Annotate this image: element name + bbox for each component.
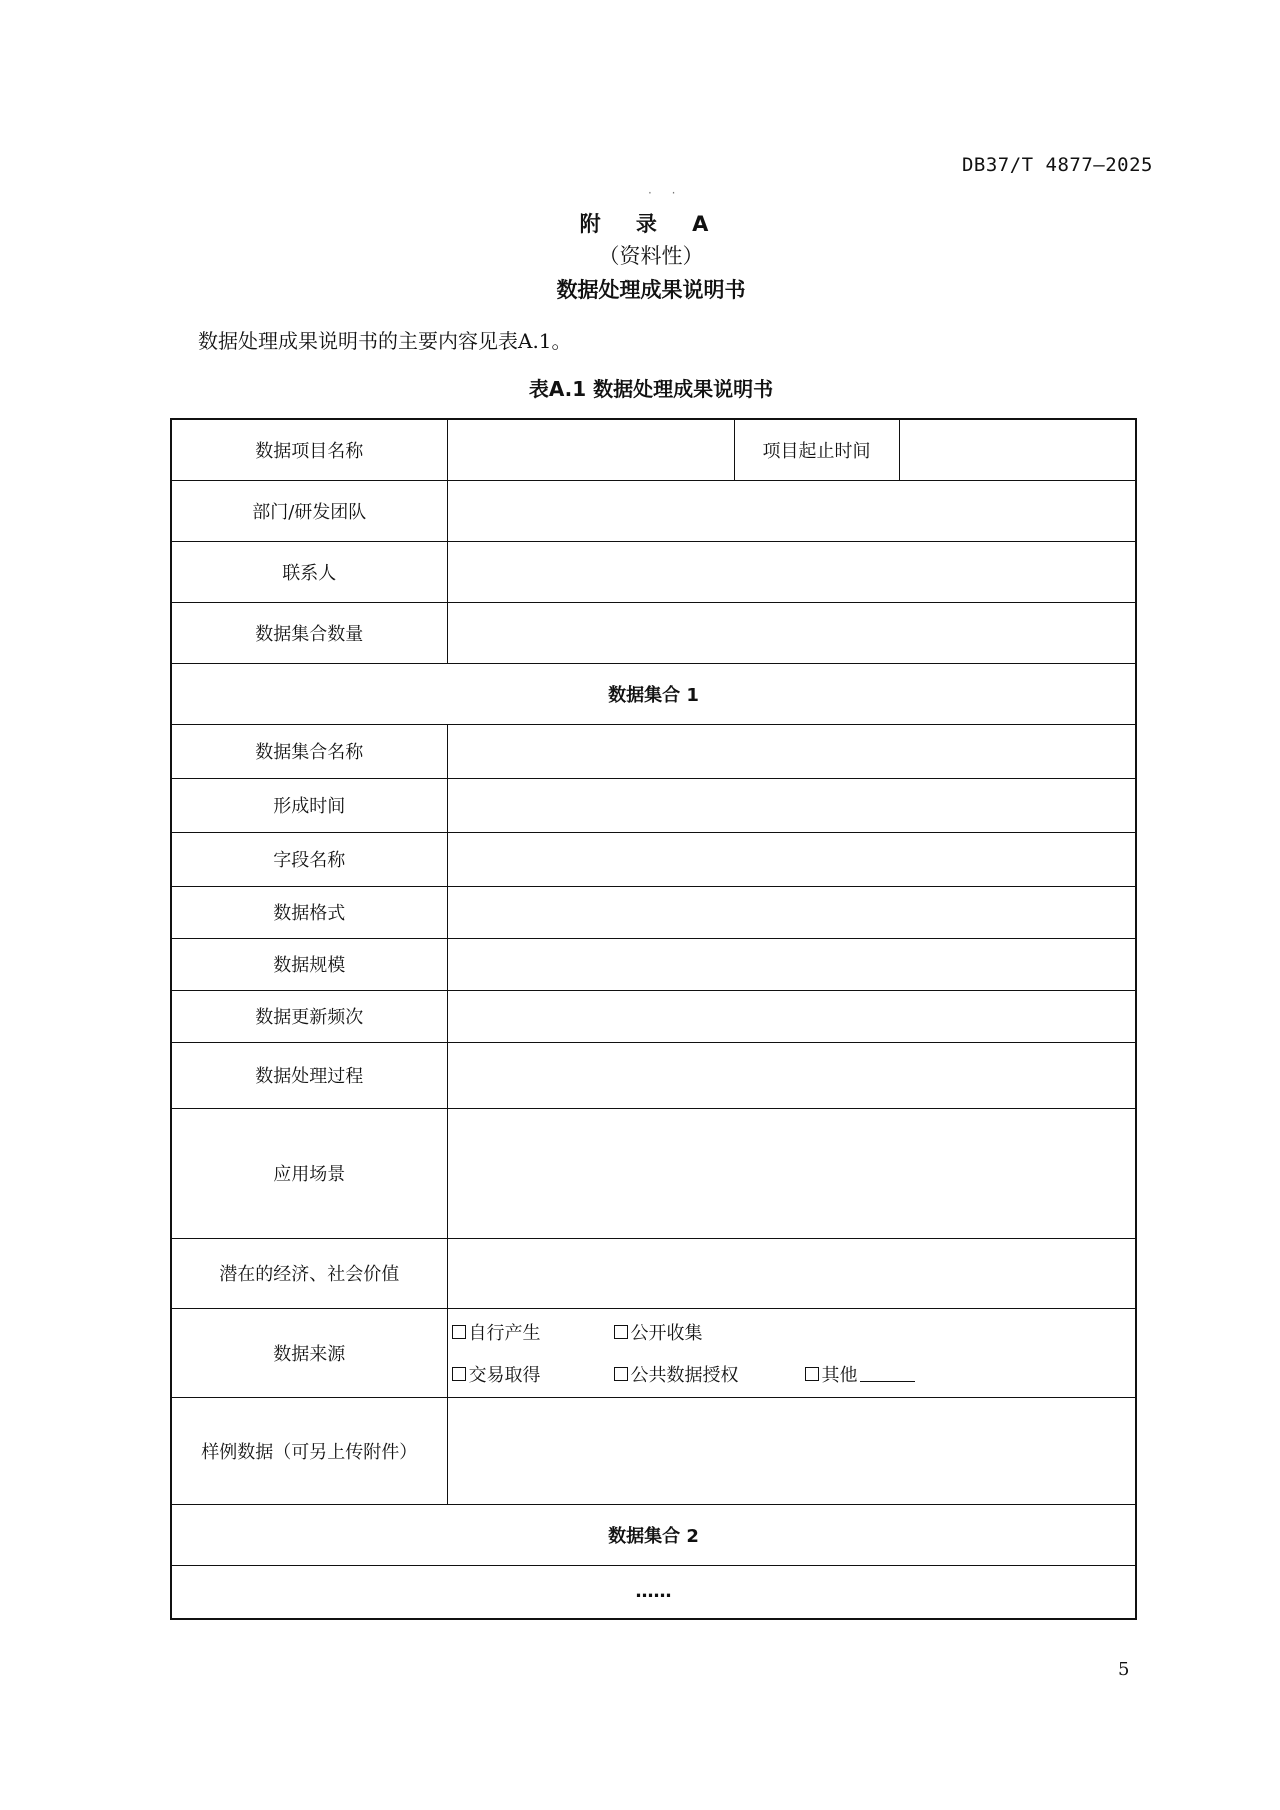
checkbox-icon[interactable] bbox=[452, 1367, 466, 1381]
data-format-label: 数据格式 bbox=[171, 886, 447, 938]
dataset-2-header: 数据集合 2 bbox=[171, 1504, 1136, 1565]
ellipsis-row: …… bbox=[171, 1565, 1136, 1619]
dataset-name-value[interactable] bbox=[447, 724, 1136, 778]
checkbox-icon[interactable] bbox=[452, 1325, 466, 1339]
document-code: DB37/T 4877—2025 bbox=[961, 154, 1153, 176]
team-label: 部门/研发团队 bbox=[171, 480, 447, 541]
table-row bbox=[171, 663, 1136, 724]
option-transaction[interactable] bbox=[452, 1361, 614, 1387]
appendix-type: （资料性） bbox=[598, 244, 704, 268]
update-frequency-value[interactable] bbox=[447, 990, 1136, 1042]
table-row bbox=[171, 938, 1136, 990]
project-name-value[interactable] bbox=[447, 419, 734, 480]
processing-value[interactable] bbox=[447, 1042, 1136, 1108]
project-time-label: 项目起止时间 bbox=[734, 419, 899, 480]
created-time-label: 形成时间 bbox=[171, 778, 447, 832]
option-label: 公共数据授权 bbox=[630, 1364, 739, 1386]
sample-data-value[interactable] bbox=[447, 1397, 1136, 1504]
field-names-value[interactable] bbox=[447, 832, 1136, 886]
update-frequency-label: 数据更新频次 bbox=[171, 990, 447, 1042]
table-row bbox=[171, 832, 1136, 886]
created-time-value[interactable] bbox=[447, 778, 1136, 832]
dataset-count-value[interactable] bbox=[447, 602, 1136, 663]
option-label: 其他 bbox=[821, 1364, 858, 1386]
project-time-value[interactable] bbox=[899, 419, 1136, 480]
dataset-count-label: 数据集合数量 bbox=[171, 602, 447, 663]
other-blank-line[interactable] bbox=[860, 1365, 915, 1382]
source-label: 数据来源 bbox=[171, 1308, 447, 1397]
table-row bbox=[171, 1042, 1136, 1108]
page-number: 5 bbox=[1118, 1659, 1130, 1680]
table-row bbox=[171, 1308, 1136, 1397]
option-label: 公开收集 bbox=[630, 1322, 703, 1344]
option-other[interactable] bbox=[805, 1361, 915, 1387]
table-row bbox=[171, 1397, 1136, 1504]
contact-value[interactable] bbox=[447, 541, 1136, 602]
option-public-authorization[interactable] bbox=[614, 1361, 805, 1387]
contact-label: 联系人 bbox=[171, 541, 447, 602]
value-label: 潜在的经济、社会价值 bbox=[171, 1238, 447, 1308]
processing-label: 数据处理过程 bbox=[171, 1042, 447, 1108]
dataset-1-header: 数据集合 1 bbox=[171, 663, 1136, 724]
table-row bbox=[171, 1108, 1136, 1238]
appendix-title: 附 录 A bbox=[579, 212, 723, 236]
scenarios-value[interactable] bbox=[447, 1108, 1136, 1238]
table-row bbox=[171, 990, 1136, 1042]
option-label: 自行产生 bbox=[468, 1322, 541, 1344]
table-row bbox=[171, 778, 1136, 832]
checkbox-icon[interactable] bbox=[614, 1367, 628, 1381]
table-row bbox=[171, 724, 1136, 778]
checkbox-icon[interactable] bbox=[805, 1367, 819, 1381]
dataset-name-label: 数据集合名称 bbox=[171, 724, 447, 778]
table-row bbox=[171, 1565, 1136, 1619]
table-row bbox=[171, 480, 1136, 541]
appendix-name: 数据处理成果说明书 bbox=[556, 278, 746, 302]
value-value[interactable] bbox=[447, 1238, 1136, 1308]
option-self-generated[interactable] bbox=[452, 1319, 614, 1345]
specification-table bbox=[170, 418, 1137, 1620]
table-row bbox=[171, 419, 1136, 480]
data-scale-value[interactable] bbox=[447, 938, 1136, 990]
decorative-dots: · · bbox=[648, 186, 684, 200]
option-public-collection[interactable] bbox=[614, 1319, 703, 1345]
table-row bbox=[171, 1504, 1136, 1565]
field-names-label: 字段名称 bbox=[171, 832, 447, 886]
sample-data-label: 样例数据（可另上传附件） bbox=[171, 1397, 447, 1504]
data-format-value[interactable] bbox=[447, 886, 1136, 938]
table-row bbox=[171, 541, 1136, 602]
source-options bbox=[447, 1308, 1136, 1397]
option-label: 交易取得 bbox=[468, 1364, 541, 1386]
table-caption: 表A.1 数据处理成果说明书 bbox=[528, 377, 774, 401]
data-scale-label: 数据规模 bbox=[171, 938, 447, 990]
checkbox-icon[interactable] bbox=[614, 1325, 628, 1339]
intro-paragraph: 数据处理成果说明书的主要内容见表A.1。 bbox=[198, 329, 572, 353]
table-row bbox=[171, 602, 1136, 663]
table-row bbox=[171, 1238, 1136, 1308]
scenarios-label: 应用场景 bbox=[171, 1108, 447, 1238]
table-row bbox=[171, 886, 1136, 938]
team-value[interactable] bbox=[447, 480, 1136, 541]
project-name-label: 数据项目名称 bbox=[171, 419, 447, 480]
